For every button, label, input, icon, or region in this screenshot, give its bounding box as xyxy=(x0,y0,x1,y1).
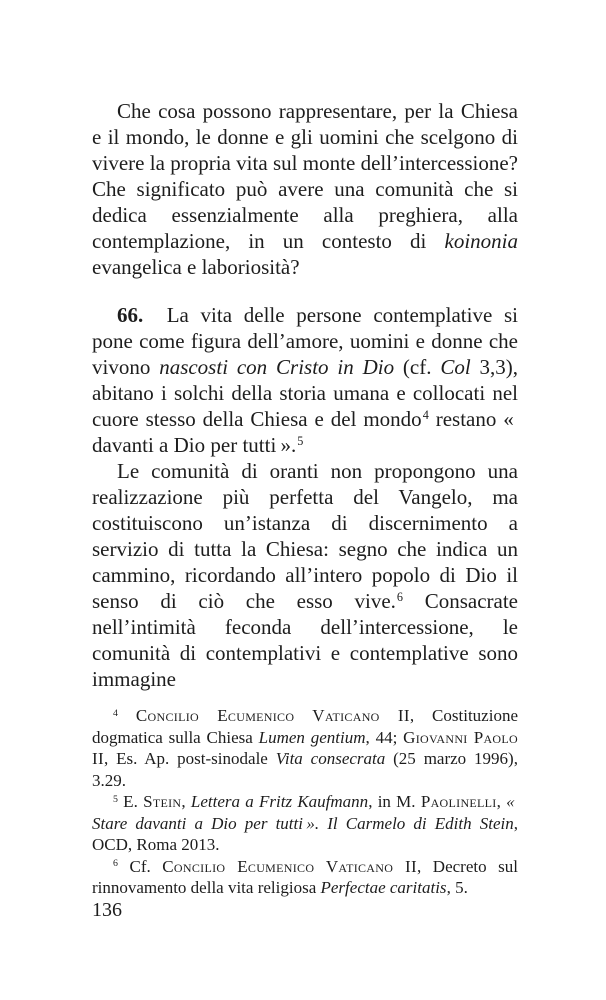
paragraph-communities: Le comunità di oranti non propongono una realizzazione più perfetta del Vangelo, ma costituiscono un’istanza di discernimento a servizio di tutta la Chiesa: segno che indica un cammino, ricordando all’intero popolo di Dio il senso di ciò che esso vive.$^6$ Consacrate nell’intimità feconda dell’intercessione, le comunità di contemplativi e contemplative sono immagine xyxy=(92,459,518,691)
paragraph-section-66: 66. La vita delle persone contemplative si pone come figura dell’amore, uomini e donne che vivono nascosti con Cristo in Dio (cf. Col 3,3), abitano i solchi della storia umana e collocati nel cuore stesso della Chiesa e del mondo$^4$ restano « davanti a Dio per tutti ».$^5$ xyxy=(92,303,519,457)
main-text xyxy=(92,98,518,692)
footnotes-section xyxy=(92,705,518,899)
paragraph-intro: Che cosa possono rappresentare, per la Chiesa e il mondo, le donne e gli uomini che scelgono di vivere la propria vita sul monte dell’intercessione? Che significato può avere una comunità che si dedica essenzialmente alla preghiera, alla contemplazione, in un contesto di koinonia evangelica e laboriosità? xyxy=(92,99,518,279)
footnote-6: $^6$ Cf. Concilio Ecumenico Vaticano II, Decreto sul rinnovamento della vita religiosa Perfectae caritatis, 5. xyxy=(92,856,518,897)
footnote-5: $^5$ E. Stein, Lettera a Fritz Kaufmann, in M. Paolinelli, « Stare davanti a Dio per tutti ». Il Carmelo di Edith Stein, OCD, Roma 2013. xyxy=(92,792,519,854)
page-number: 136 xyxy=(92,899,122,921)
footnote-4: $^4$ Concilio Ecumenico Vaticano II, Costituzione dogmatica sulla Chiesa Lumen gentium, 44; Giovanni Paolo II, Es. Ap. post-sinodale Vita consecrata (25 marzo 1996), 3.29. xyxy=(92,706,518,790)
